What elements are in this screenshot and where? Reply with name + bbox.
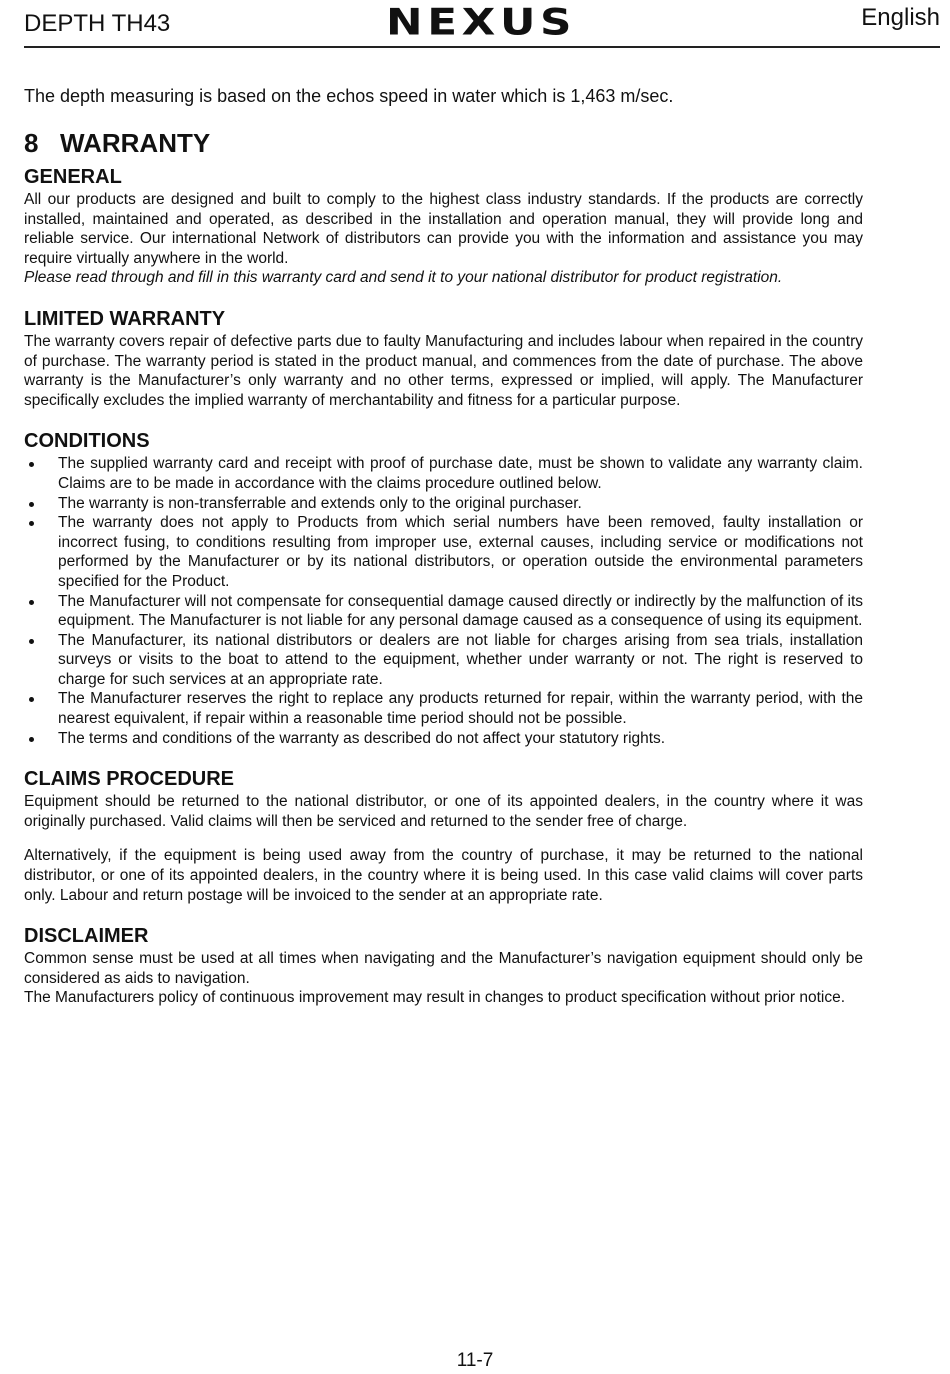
section-number: 8: [24, 128, 39, 158]
limited-warranty-heading: LIMITED WARRANTY: [24, 307, 226, 330]
condition-text: The supplied warranty card and receipt with proof of purchase date, must be shown to validate any warranty claim. Claims are to be made in accordance with the claims procedure outlined below.: [58, 455, 863, 492]
list-item: [24, 631, 863, 690]
condition-text: The Manufacturer reserves the right to replace any products returned for repair, within the warranty period, with the nearest equivalent, if repair within a reasonable time period should not be possible.: [58, 690, 863, 728]
bullet-icon: [29, 697, 34, 702]
claims-paragraph-2: Alternatively, if the equipment is being used away from the country of purchase, it may be returned to the national distributor, or one of its appointed dealers, in the country where it is being used. In this case valid claims will cover parts only. Labour and return postage will be invoiced to the sender at an appropriate rate.: [24, 847, 863, 904]
list-item: [24, 592, 863, 631]
general-heading: GENERAL: [24, 166, 122, 188]
page-header: [24, 0, 940, 48]
list-item: [24, 729, 863, 749]
disclaimer-heading: DISCLAIMER: [24, 925, 149, 948]
bullet-icon: [29, 737, 34, 742]
condition-text: The Manufacturer will not compensate for consequential damage caused directly or indirectly by the malfunction of its equipment. The Manufacturer is not liable for any personal damage caused as a consequence of using its equipment.: [58, 592, 863, 630]
claims-paragraph-1: Equipment should be returned to the national distributor, or one of its appointed dealers, in the country where it was originally purchased. Valid claims will then be serviced and returned to the sender free of charge.: [24, 793, 863, 830]
product-name: DEPTH TH43: [24, 10, 171, 37]
list-item: [24, 494, 863, 514]
general-note: Please read through and fill in this warranty card and send it to your national distributor for product registration.: [24, 269, 783, 287]
disclaimer-paragraph-1: Common sense must be used at all times when navigating and the Manufacturer’s navigation equipment should only be considered as aids to navigation.: [24, 950, 863, 987]
conditions-heading: CONDITIONS: [24, 430, 150, 453]
condition-text: The warranty does not apply to Products from which serial numbers have been removed, faulty installation or incorrect fusing, to conditions resulting from improper use, external causes, including service or modifications not performed by the Manufacturer or by its national distributors, or operation outside the environmental parameters specified for the Product.: [58, 514, 863, 590]
language-label: English: [861, 4, 940, 31]
claims-heading: CLAIMS PROCEDURE: [24, 768, 235, 791]
bullet-icon: [29, 462, 34, 467]
svg-text:NEXUS: NEXUS: [386, 4, 577, 38]
condition-text: The terms and conditions of the warranty as described do not affect your statutory rights.: [58, 729, 666, 747]
condition-text: The Manufacturer, its national distributors or dealers are not liable for charges arising from sea trials, installation surveys or visits to the boat to attend to the equipment, whether under warranty or not. The right is reserved to charge for such services at an appropriate rate.: [58, 631, 863, 688]
section-title-text: WARRANTY: [60, 128, 211, 158]
disclaimer-paragraph-2: The Manufacturers policy of continuous improvement may result in changes to product specification without prior notice.: [24, 989, 846, 1007]
bullet-icon: [29, 521, 34, 526]
page-number: 11-7: [456, 1350, 494, 1371]
list-item: [24, 513, 863, 591]
document-body: [24, 84, 863, 1008]
condition-text: The warranty is non-transferrable and extends only to the original purchaser.: [58, 494, 582, 512]
conditions-list: [24, 454, 863, 748]
list-item: [24, 689, 863, 728]
section-title: [24, 128, 863, 158]
intro-text: The depth measuring is based on the echos speed in water which is 1,463 m/sec.: [24, 86, 674, 106]
general-body: All our products are designed and built to comply to the highest class industry standards. If the products are correctly installed, maintained and operated, as described in the installation and operation manual, they will provide long and reliable service. Our international Network of distributors can provide you with the information and assistance you may require virtually anywhere in the world.: [24, 191, 863, 267]
nexus-logo: [350, 4, 612, 38]
bullet-icon: [29, 502, 34, 507]
limited-warranty-body: The warranty covers repair of defective parts due to faulty Manufacturing and includes labour when repaired in the country of purchase. The warranty period is stated in the product manual, and commences from the date of purchase. The above warranty is the Manufacturer’s only warranty and no other terms, expressed or implied, will apply. The Manufacturer specifically excludes the implied warranty of merchantability and fitness for a particular purpose.: [24, 332, 863, 409]
list-item: [24, 454, 863, 493]
bullet-icon: [29, 600, 34, 605]
bullet-icon: [29, 639, 34, 644]
